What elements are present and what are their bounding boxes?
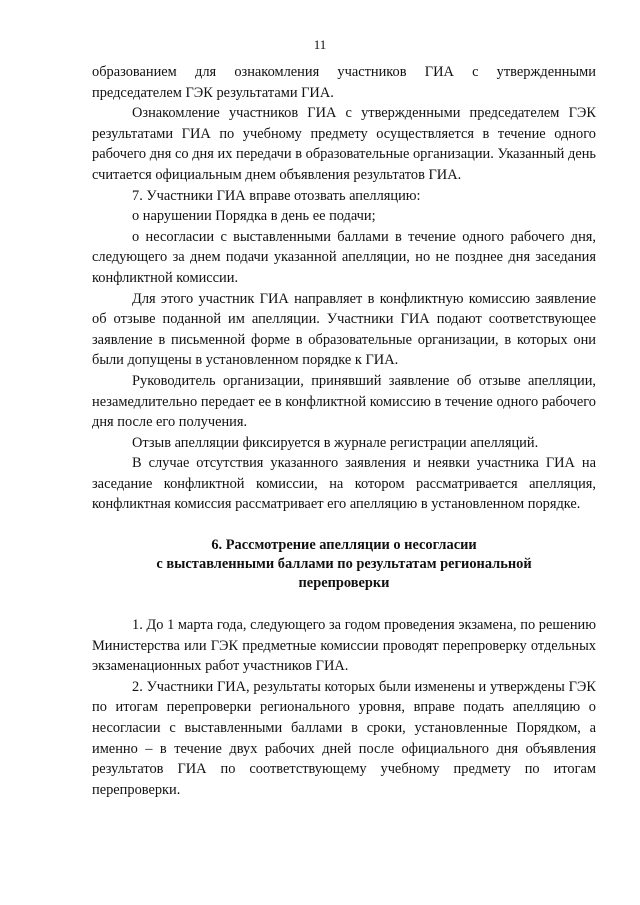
paragraphs-before-section (92, 62, 596, 515)
document-body (92, 62, 596, 800)
paragraph: Руководитель организации, принявший заявление об отзыве апелляции, незамедлительно передает ее в конфликтной комиссию в течение одного рабочего дня после его получения. (92, 372, 596, 431)
paragraph: Для этого участник ГИА направляет в конфликтную комиссию заявление об отзыве поданной им апелляции. Участники ГИА подают соответствующее заявление в письменной форме в образовательные организации, в которых они были допущены в установленном порядке к ГИА. (92, 290, 596, 369)
paragraph: о несогласии с выставленными баллами в течение одного рабочего дня, следующего за днем подачи указанной апелляции, но не позднее дня заседания конфликтной комиссии. (92, 228, 596, 286)
paragraph: 7. Участники ГИА вправе отозвать апелляцию: (132, 187, 421, 204)
paragraph: образованием для ознакомления участников ГИА с утвержденными председателем ГЭК результатами ГИА. (92, 64, 596, 101)
paragraph: 2. Участники ГИА, результаты которых были изменены и утверждены ГЭК по итогам перепроверки регионального уровня, вправе подать апелляцию о несогласии с выставленными баллами в сроки, установленные Порядком, а именно – в течение двух рабочих дней после официального дня объявления результатов ГИА по соответствующему учебному предмету по итогам перепроверки. (92, 678, 596, 798)
section-heading-line: с выставленными баллами по результатам региональной (156, 556, 532, 573)
paragraph: о нарушении Порядка в день ее подачи; (132, 208, 376, 225)
paragraph: Ознакомление участников ГИА с утвержденными председателем ГЭК результатами ГИА по учебному предмету осуществляется в течение одного рабочего дня со дня их передачи в образовательные организации. Указанный день считается официальным днем объявления результатов ГИА. (92, 105, 596, 183)
paragraph: В случае отсутствия указанного заявления и неявки участника ГИА на заседание конфликтной комиссии, на котором рассматривается апелляция, конфликтная комиссия рассматривает его апелляцию в установленном порядке. (92, 455, 596, 513)
page-number: 11 (313, 37, 327, 52)
section-heading-line: перепроверки (298, 575, 390, 592)
paragraphs-after-section (92, 615, 596, 800)
section-heading (92, 536, 596, 593)
paragraph: Отзыв апелляции фиксируется в журнале регистрации апелляций. (132, 434, 539, 451)
section-heading-line: 6. Рассмотрение апелляции о несогласии (211, 537, 477, 554)
paragraph: 1. До 1 марта года, следующего за годом проведения экзамена, по решению Министерства или ГЭК предметные комиссии проводят перепроверку отдельных экзаменационных работ участников ГИА. (92, 617, 596, 675)
